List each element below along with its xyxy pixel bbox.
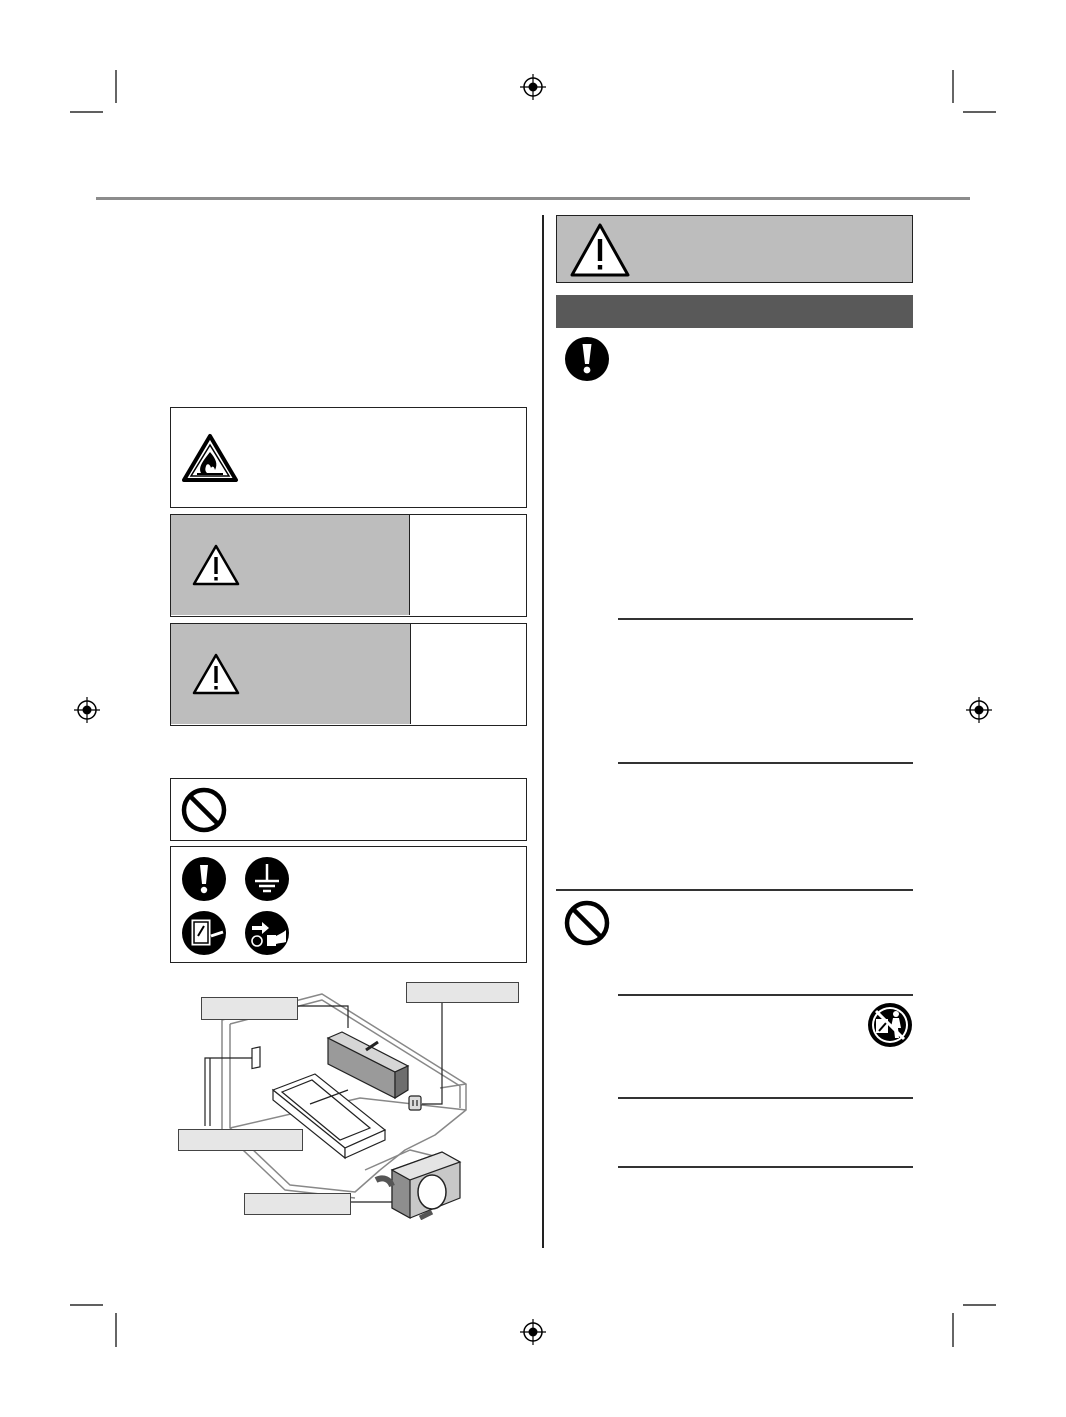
registration-mark-icon [520, 1319, 546, 1345]
item-divider [618, 994, 913, 996]
diagram-label-remote-control [178, 1129, 303, 1151]
remote-controller-drawing [252, 1047, 260, 1069]
diagram-label-indoor-unit [201, 997, 298, 1020]
item-divider [618, 618, 913, 620]
disconnect-power-icon [244, 910, 290, 956]
registration-mark-icon [966, 697, 992, 723]
item-divider [618, 762, 913, 764]
power-plug-drawing [409, 1096, 421, 1110]
diagram-label-power-plug [406, 982, 519, 1003]
mandatory-exclamation-icon [181, 856, 227, 902]
prohibited-icon [563, 899, 611, 947]
registration-mark-icon [520, 74, 546, 100]
indoor-unit-drawing [328, 1032, 408, 1098]
item-divider [618, 1097, 913, 1099]
warning-triangle-icon [569, 222, 631, 278]
diagram-label-outdoor-unit [244, 1193, 351, 1215]
section-heading-bar [556, 295, 913, 328]
flammable-warning-icon [181, 433, 239, 483]
column-divider [542, 215, 544, 1248]
caution-level-box [170, 623, 527, 726]
prohibited-icon [180, 786, 228, 834]
mandatory-exclamation-icon [563, 335, 611, 383]
breaker-off-icon [181, 910, 227, 956]
earth-ground-icon [244, 856, 290, 902]
registration-mark-icon [74, 697, 100, 723]
warning-triangle-icon [191, 543, 241, 587]
outdoor-unit-drawing [376, 1152, 460, 1218]
item-divider [618, 1166, 913, 1168]
warning-header-box [556, 215, 913, 283]
mandatory-symbols-box [170, 846, 527, 963]
header-rule [96, 197, 970, 200]
warning-level-box [170, 514, 527, 617]
no-touching-icon [866, 1001, 914, 1049]
section-divider [556, 889, 913, 891]
prohibited-symbol-box [170, 778, 527, 841]
warning-triangle-icon [191, 652, 241, 696]
flammable-notice-box [170, 407, 527, 508]
